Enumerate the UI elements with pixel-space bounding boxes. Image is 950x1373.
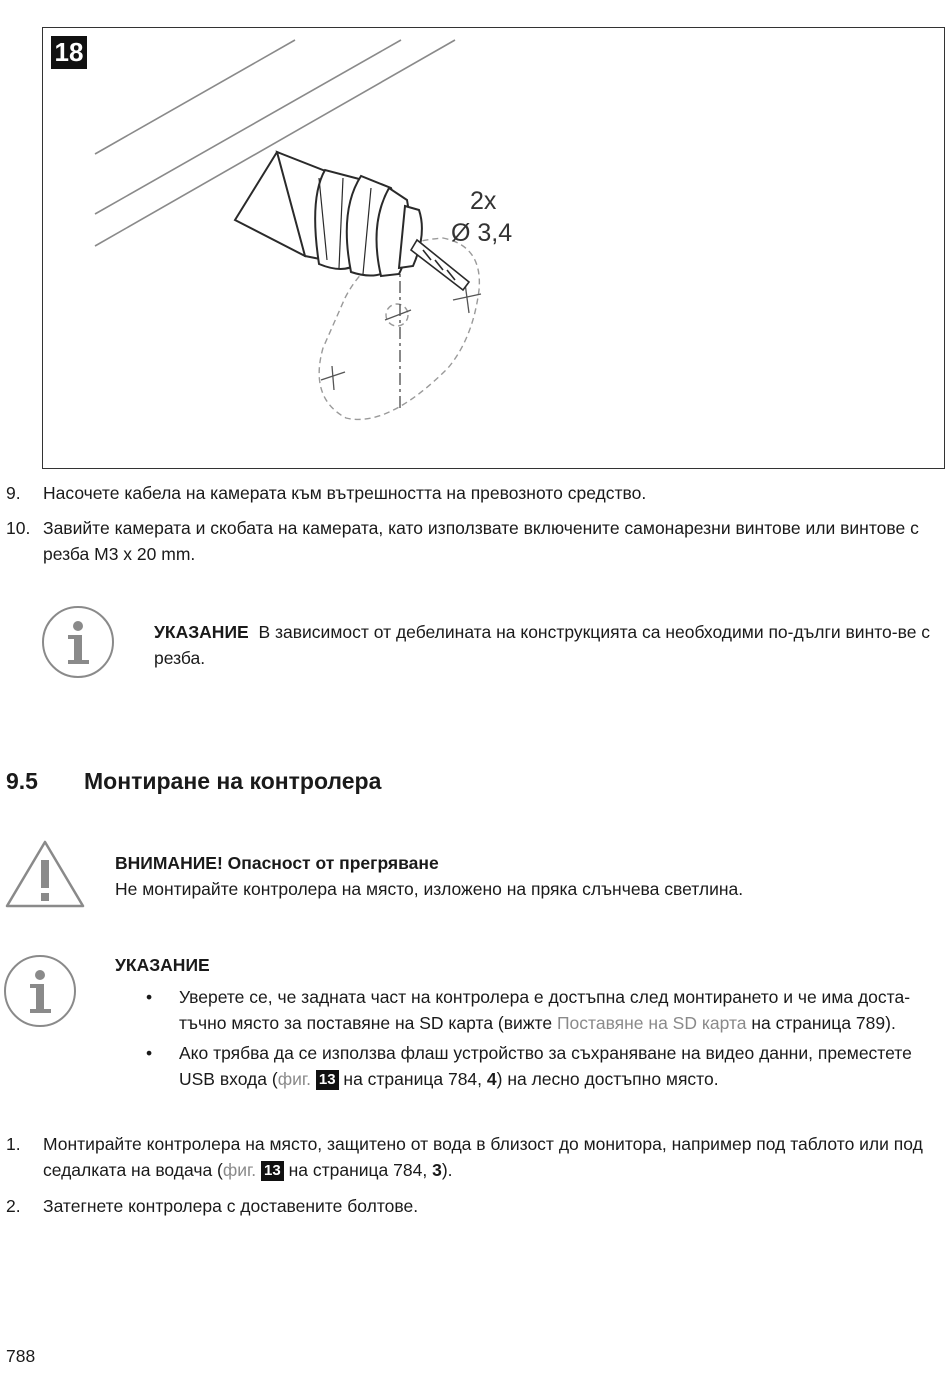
note-label: УКАЗАНИЕ (115, 955, 210, 975)
sd-card-link[interactable]: Поставяне на SD карта (556, 1013, 747, 1033)
step-text: Насочете кабела на камерата към вътрешността на превозното средство. (43, 483, 647, 503)
step-number: 9. (6, 483, 21, 503)
section-heading (6, 766, 381, 796)
step-number: 10. (6, 518, 31, 538)
step-text: Монтирайте контролера на място, защитено от вода в близост до монитора, например под таблото или под седалката на водача (фиг. 13 на страница 784, 3). (43, 1134, 923, 1180)
drill-count-label: 2x (470, 187, 497, 215)
step-text: Затегнете контролера с доставените болтове. (43, 1196, 419, 1216)
step-10 (6, 515, 944, 567)
figure-ref-badge: 13 (261, 1161, 284, 1181)
step-number: 1. (6, 1134, 21, 1154)
drill-illustration (43, 28, 946, 470)
step-2 (6, 1193, 944, 1219)
figure-ref-badge: 13 (316, 1070, 339, 1090)
note-bullet-list (146, 984, 946, 1096)
warning-text: Не монтирайте контролера на място, изложено на пряка слънчева светлина. (115, 879, 744, 899)
drill-diameter-label: Ø 3,4 (451, 219, 513, 247)
figure-link[interactable]: фиг. (222, 1160, 257, 1180)
note-label: УКАЗАНИЕ (154, 622, 249, 642)
step-9 (6, 480, 944, 506)
list-item: • Уверете се, че задната част на контролера е достъпна след монтирането и че има доста-тъчно място за поставяне на SD карта (вижте Поставяне на SD карта на страница 789). (146, 987, 911, 1033)
figure-number: 18 (51, 36, 87, 69)
figure-18 (42, 27, 945, 469)
step-1 (6, 1131, 944, 1183)
info-icon (42, 606, 114, 678)
section-number: 9.5 (6, 768, 38, 794)
note-block (154, 619, 940, 671)
page-number: 788 (6, 1346, 36, 1366)
warning-icon (4, 838, 86, 910)
section-title: Монтиране на контролера (84, 768, 382, 794)
step-text: Завийте камерата и скобата на камерата, като използвате включените самонарезни винтове или винтове с резба M3 x 20 mm. (43, 518, 919, 564)
figure-link[interactable]: фиг. (277, 1069, 311, 1089)
warning-block (115, 850, 935, 902)
info-icon (4, 955, 76, 1027)
note-text: В зависимост от дебелината на конструкцията са необходими по-дълги винто-ве с резба. (154, 622, 931, 668)
warning-title: ВНИМАНИЕ! Опасност от прегряване (115, 853, 439, 873)
list-item: • Ако трябва да се използва флаш устройство за съхраняване на видео данни, преместете USB входа (фиг. 13 на страница 784, 4) на лесно достъпно място. (146, 1043, 912, 1089)
step-number: 2. (6, 1196, 21, 1216)
